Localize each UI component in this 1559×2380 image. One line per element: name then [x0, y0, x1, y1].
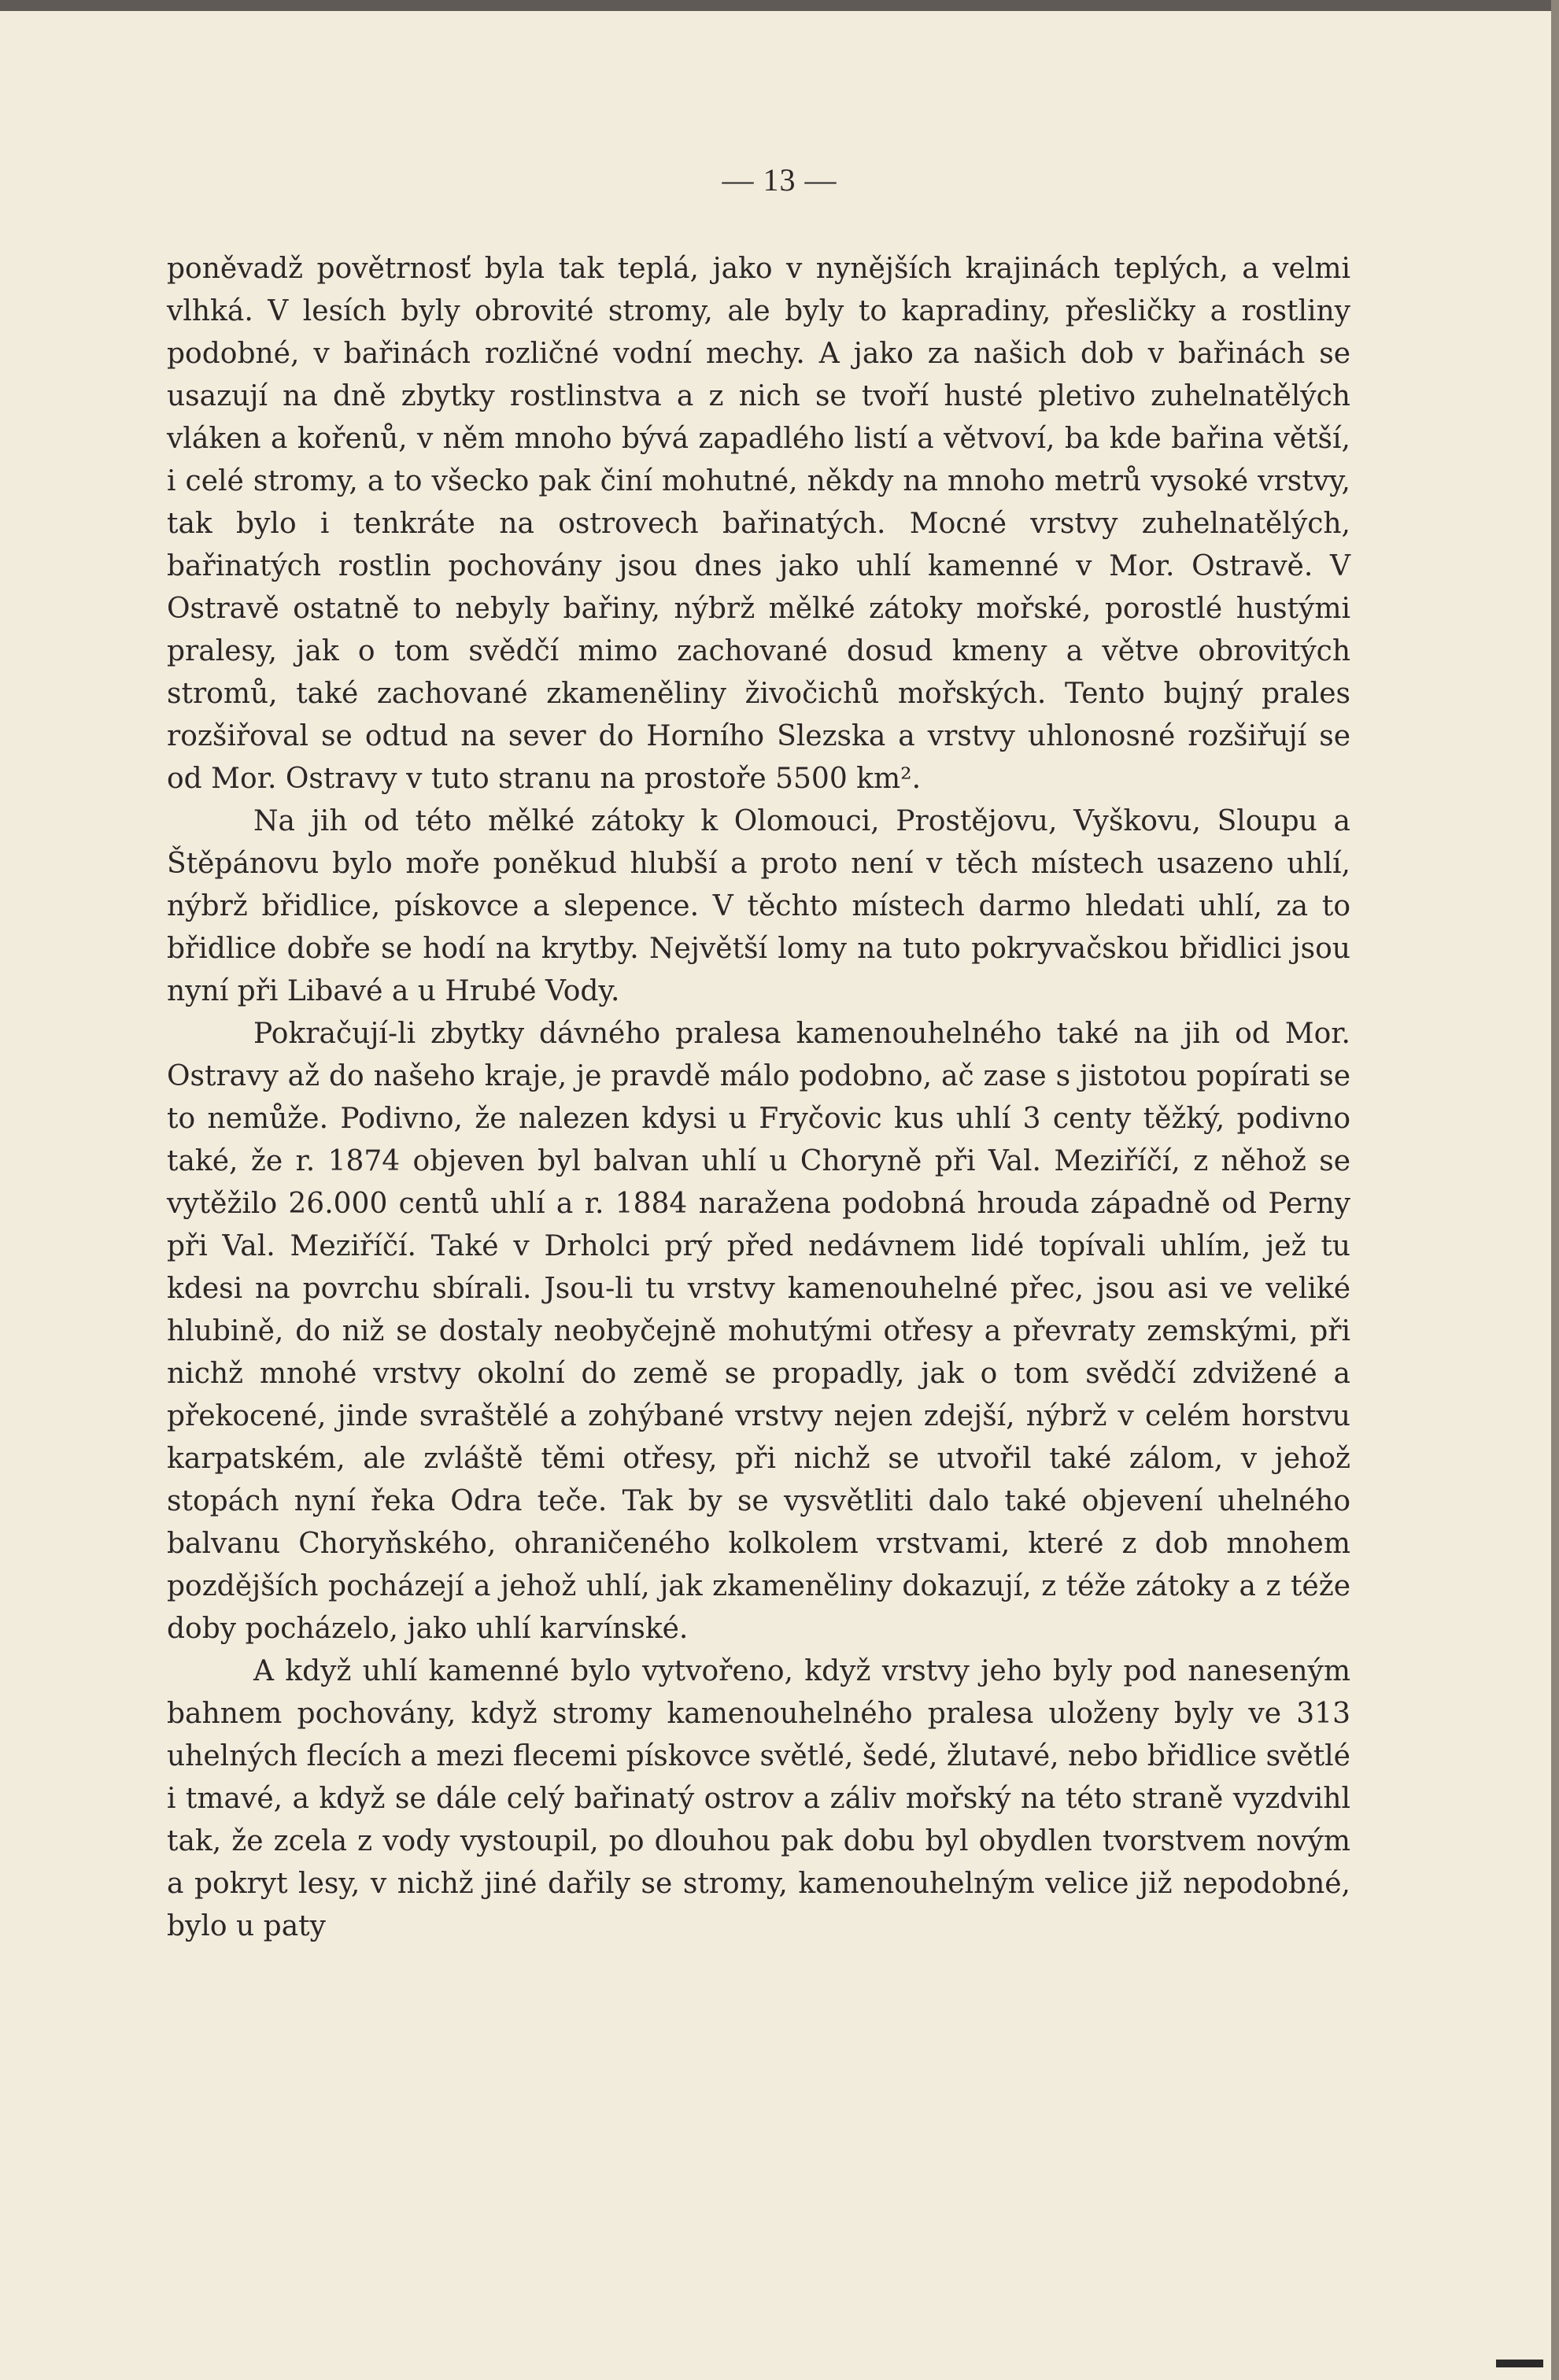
scan-bottom-mark	[1496, 2360, 1543, 2367]
paragraph-1: poněvadž povětrnosť byla tak teplá, jako v nynějších krajinách teplých, a velmi vlhká. V lesích byly obrovité stromy, ale byly to kapradiny, přesličky a rostliny podobné, v bařinách rozličné vodní mechy. A jako za našich dob v bařinách se usazují na dně zbytky rostlinstva a z nich se tvoří husté pletivo zuhelnatělých vláken a kořenů, v něm mnoho bývá zapadlého listí a větvoví, ba kde bařina větší, i celé stromy, a to všecko pak činí mohutné, někdy na mnoho metrů vysoké vrstvy, tak bylo i tenkráte na ostrovech bařinatých. Mocné vrstvy zuhelnatělých, bařinatých rostlin pochovány jsou dnes jako uhlí kamenné v Mor. Ostravě. V Ostravě ostatně to nebyly bařiny, nýbrž mělké zátoky mořské, porostlé hustými pralesy, jak o tom svědčí mimo zachované dosud kmeny a větve obrovitých stromů, také zachované zkameněliny živočichů mořských. Tento bujný prales rozšiřoval se odtud na sever do Horního Slezska a vrstvy uhlonosné rozšiřují se od Mor. Ostravy v tuto stranu na prostoře 5500 km².	[167, 253, 1350, 795]
paragraph-2: Na jih od této mělké zátoky k Olomouci, Prostějovu, Vyškovu, Sloupu a Štěpánovu bylo moře poněkud hlubší a proto není v těch místech usazeno uhlí, nýbrž břidlice, pískovce a slepence. V těchto místech darmo hledati uhlí, za to břidlice dobře se hodí na krytby. Největší lomy na tuto pokryvačskou břidlici jsou nyní při Libavé a u Hrubé Vody.	[167, 805, 1350, 1007]
body-text	[167, 248, 1350, 1948]
page-number: — 13 —	[722, 162, 837, 198]
paragraph-4: A když uhlí kamenné bylo vytvořeno, když vrstvy jeho byly pod naneseným bahnem pochovány, když stromy kamenouhelného pralesa uloženy byly ve 313 uhelných flecích a mezi flecemi pískovce světlé, šedé, žlutavé, nebo břidlice světlé i tmavé, a když se dále celý bařinatý ostrov a záliv mořský na této straně vyzdvihl tak, že zcela z vody vystoupil, po dlouhou pak dobu byl obydlen tvorstvem novým a pokryt lesy, v nichž jiné dařily se stromy, kamenouhelným velice již nepodobné, bylo u paty	[167, 1655, 1350, 1942]
scan-right-edge	[1551, 0, 1559, 2380]
scan-top-edge	[0, 0, 1559, 11]
paragraph-3: Pokračují-li zbytky dávného pralesa kamenouhelného také na jih od Mor. Ostravy až do našeho kraje, je pravdě málo podobno, ač zase s jistotou popírati se to nemůže. Podivno, že nalezen kdysi u Fryčovic kus uhlí 3 centy těžký, podivno také, že r. 1874 objeven byl balvan uhlí u Choryně při Val. Meziříčí, z něhož se vytěžilo 26.000 centů uhlí a r. 1884 naražena podobná hrouda západně od Perny při Val. Meziříčí. Také v Drholci prý před nedávnem lidé topívali uhlím, jež tu kdesi na povrchu sbírali. Jsou-li tu vrstvy kamenouhelné přec, jsou asi ve veliké hlubině, do niž se dostaly neobyčejně mohutými otřesy a převraty zemskými, při nichž mnohé vrstvy okolní do země se propadly, jak o tom svědčí zdvižené a překocené, jinde svraštělé a zohýbané vrstvy nejen zdejší, nýbrž v celém horstvu karpatském, ale zvláště těmi otřesy, při nichž se utvořil také zálom, v jehož stopách nyní řeka Odra teče. Tak by se vysvětliti dalo také objevení uhelného balvanu Choryňského, ohraničeného kolkolem vrstvami, které z dob mnohem pozdějších pocházejí a jehož uhlí, jak zkameněliny dokazují, z téže zátoky a z téže doby pocházelo, jako uhlí karvínské.	[167, 1018, 1350, 1645]
